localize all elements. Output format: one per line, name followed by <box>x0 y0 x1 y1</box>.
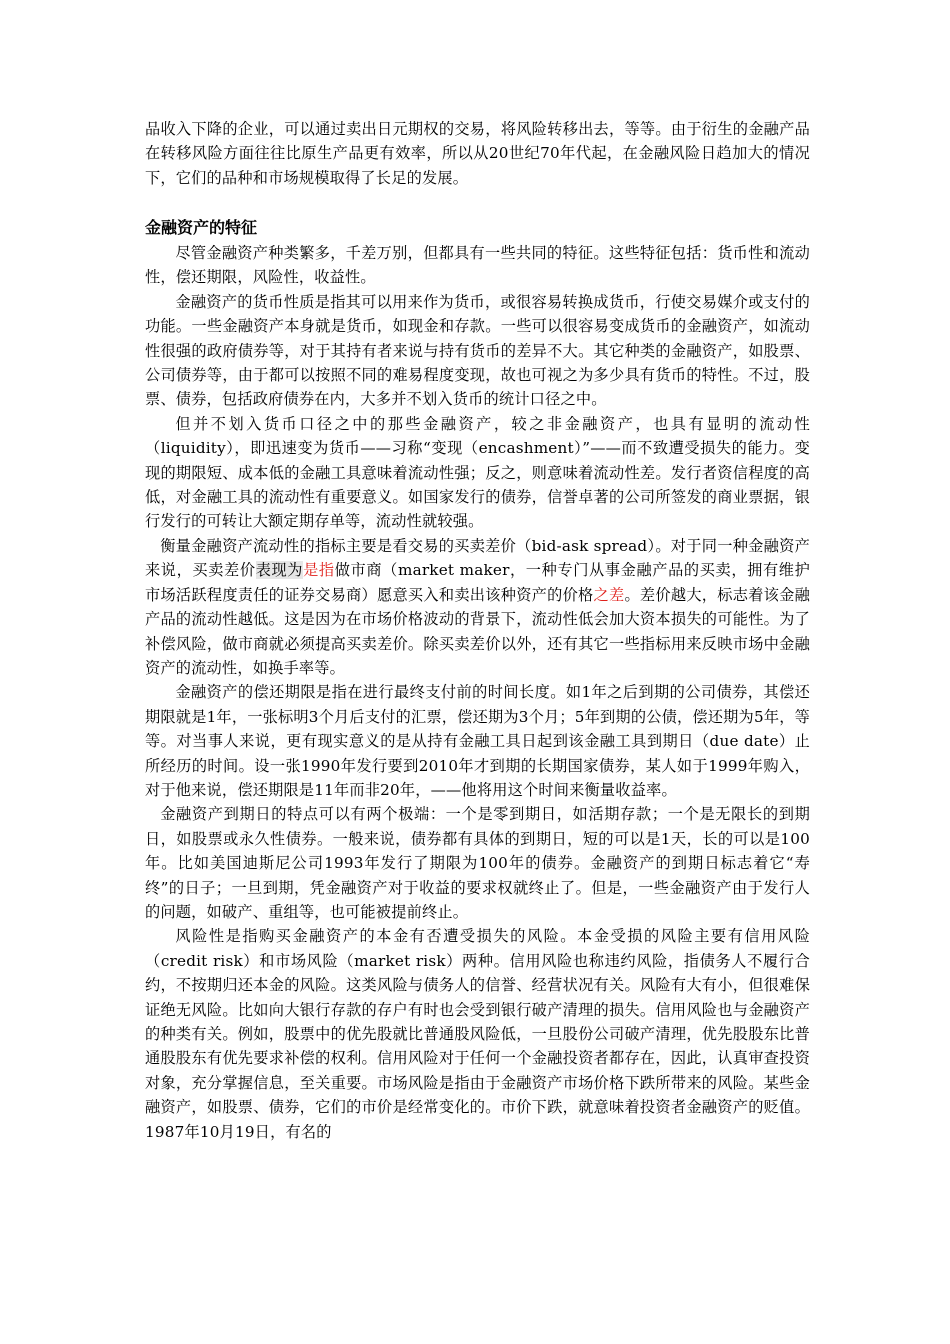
spread-text-1: 衡量金融资产流动性的指标主要是看交易的买卖差价（bid-ask spread）。对于同一种金融资产来说，买卖差价 <box>145 536 810 580</box>
highlighted-text: 表现为 <box>255 561 304 580</box>
spread-text-3: 。差价越大，标志着该金融产品的流动性越低。这是因为在市场价格波动的背景下，流动性低会加大资本损失的可能性。为了补偿风险，做市商就必须提高买卖差价。除买卖差价以外，还有其它一些指标用来反映市场中金融资产的流动性，如换手率等。 <box>145 585 810 677</box>
red-revision-text-1: 是指 <box>303 561 335 580</box>
paragraph-bid-ask-spread <box>145 534 810 680</box>
intro-block <box>145 117 810 190</box>
section-body <box>145 241 810 1144</box>
paragraph-maturity-extremes: 金融资产到期日的特点可以有两个极端：一个是零到期日，如活期存款；一个是无限长的到期日，如股票或永久性债券。一般来说，债券都有具体的到期日，短的可以是1天，长的可以是100年。比如美国迪斯尼公司1993年发行了期限为100年的债券。金融资产的到期日标志着它“寿终”的日子；一旦到期，凭金融资产对于收益的要求权就终止了。但是，一些金融资产由于发行人的问题，如破产、重组等，也可能被提前终止。 <box>145 805 810 921</box>
section-heading: 金融资产的特征 <box>145 218 258 237</box>
paragraph-risk: 风险性是指购买金融资产的本金有否遭受损失的风险。本金受损的风险主要有信用风险（credit risk）和市场风险（market risk）两种。信用风险也称违约风险，指债务人不履行合约，不按期归还本金的风险。这类风险与债务人的信誉、经营状况有关。风险有大有小，但很难保证绝无风险。比如向大银行存款的存户有时也会受到银行破产清理的损失。信用风险也与金融资产的种类有关。例如，股票中的优先股就比普通股风险低，一旦股份公司破产清理，优先股股东比普通股股东有优先要求补偿的权利。信用风险对于任何一个金融投资者都存在，因此，认真审查投资对象，充分掌握信息，至关重要。市场风险是指由于金融资产市场价格下跌所带来的风险。某些金融资产，如股票、债券，它们的市价是经常变化的。市价下跌，就意味着投资者金融资产的贬值。1987年10月19日，有名的 <box>145 927 810 1141</box>
paragraph-characteristics: 尽管金融资产种类繁多，千差万别，但都具有一些共同的特征。这些特征包括：货币性和流动性，偿还期限，风险性，收益性。 <box>145 244 810 287</box>
paragraph-liquidity: 但并不划入货币口径之中的那些金融资产，较之非金融资产，也具有显明的流动性（liquidity），即迅速变为货币——习称“变现（encashment）”——而不致遭受损失的能力。变现的期限短、成本低的金融工具意味着流动性强；反之，则意味着流动性差。发行者资信程度的高低，对金融工具的流动性有重要意义。如国家发行的债券，信誉卓著的公司所签发的商业票据，银行发行的可转让大额定期存单等，流动性就较强。 <box>145 414 810 531</box>
paragraph-monetary: 金融资产的货币性质是指其可以用来作为货币，或很容易转换成货币，行使交易媒介或支付的功能。一些金融资产本身就是货币，如现金和存款。一些可以很容易变成货币的金融资产，如流动性很强的政府债券等，对于其持有者来说与持有货币的差异不大。其它种类的金融资产，如股票、公司债券等，由于都可以按照不同的难易程度变现，故也可视之为多少具有货币的特性。不过，股票、债券，包括政府债券在内，大多并不划入货币的统计口径之中。 <box>145 292 810 409</box>
paragraph-maturity: 金融资产的偿还期限是指在进行最终支付前的时间长度。如1年之后到期的公司债券，其偿还期限就是1年，一张标明3个月后支付的汇票，偿还期为3个月；5年到期的公债，偿还期为5年，等等。对当事人来说，更有现实意义的是从持有金融工具日起到该金融工具到期日（due date）止所经历的时间。设一张1990年发行要到2010年才到期的长期国家债券，某人如于1999年购入，对于他来说，偿还期限是11年而非20年，——他将用这个时间来衡量收益率。 <box>145 683 810 799</box>
intro-paragraph: 品收入下降的企业，可以通过卖出日元期权的交易，将风险转移出去，等等。由于衍生的金融产品在转移风险方面往往比原生产品更有效率，所以从20世纪70年代起，在金融风险日趋加大的情况下，它们的品种和市场规模取得了长足的发展。 <box>145 120 810 187</box>
spread-text-2: 做市商（market maker，一种专门从事金融产品的买卖，拥有维护市场活跃程度责任的证券交易商）愿意买入和卖出该种资产的价格 <box>145 561 810 604</box>
red-revision-text-2: 之差 <box>593 585 625 604</box>
